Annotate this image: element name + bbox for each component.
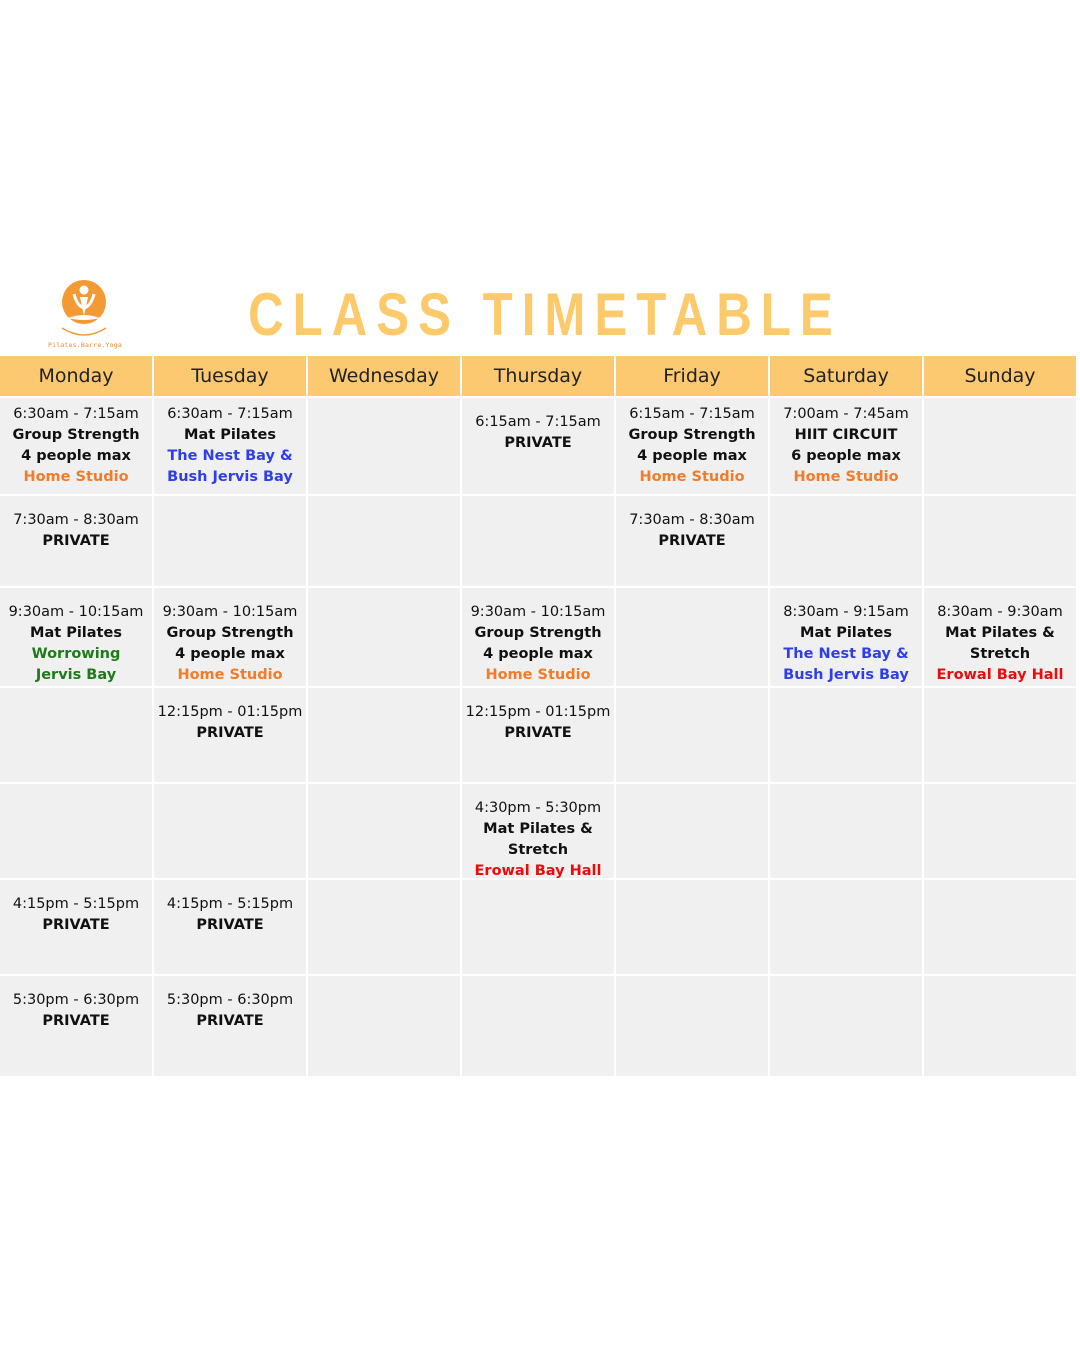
class-slot bbox=[0, 976, 152, 1076]
empty-slot bbox=[462, 880, 614, 974]
class-name: Group Strength bbox=[474, 625, 602, 641]
empty-slot bbox=[462, 976, 614, 1076]
class-location: Erowal Bay Hall bbox=[936, 667, 1064, 683]
class-slot bbox=[154, 880, 306, 974]
class-name: Mat Pilates bbox=[800, 625, 892, 641]
class-location: Home Studio bbox=[177, 667, 283, 683]
day-header-sunday: Sunday bbox=[924, 356, 1076, 396]
class-name: PRIVATE bbox=[196, 917, 264, 933]
class-location: Erowal Bay Hall bbox=[474, 863, 602, 879]
class-capacity: 4 people max bbox=[483, 646, 593, 662]
empty-slot bbox=[770, 976, 922, 1076]
class-capacity: 4 people max bbox=[21, 448, 131, 464]
class-slot bbox=[616, 496, 768, 586]
empty-slot bbox=[154, 496, 306, 586]
day-header-monday: Monday bbox=[0, 356, 152, 396]
day-header-friday: Friday bbox=[616, 356, 768, 396]
day-header-tuesday: Tuesday bbox=[154, 356, 306, 396]
class-name: PRIVATE bbox=[658, 533, 726, 549]
class-time: 12:15pm - 01:15pm bbox=[157, 704, 303, 720]
class-slot bbox=[154, 688, 306, 782]
class-location: Home Studio bbox=[793, 469, 899, 485]
class-location: Bush Jervis Bay bbox=[167, 469, 293, 485]
class-location: Home Studio bbox=[485, 667, 591, 683]
empty-slot bbox=[616, 976, 768, 1076]
logo-tagline: Pilates.Barre.Yoga bbox=[47, 341, 123, 349]
class-slot bbox=[462, 398, 614, 494]
empty-slot bbox=[308, 976, 460, 1076]
empty-slot bbox=[462, 496, 614, 586]
class-name: Mat Pilates & bbox=[483, 821, 593, 837]
empty-slot bbox=[0, 784, 152, 878]
empty-slot bbox=[308, 398, 460, 494]
class-name: Group Strength bbox=[628, 427, 756, 443]
empty-slot bbox=[924, 496, 1076, 586]
class-name: Mat Pilates bbox=[184, 427, 276, 443]
class-time: 8:30am - 9:15am bbox=[783, 604, 909, 620]
class-time: 6:15am - 7:15am bbox=[629, 406, 755, 422]
empty-slot bbox=[308, 496, 460, 586]
class-slot bbox=[924, 588, 1076, 686]
empty-slot bbox=[924, 688, 1076, 782]
page-title: CLASS TIMETABLE bbox=[248, 281, 842, 348]
empty-slot bbox=[0, 688, 152, 782]
empty-slot bbox=[616, 880, 768, 974]
class-slot bbox=[616, 398, 768, 494]
class-time: 7:30am - 8:30am bbox=[629, 512, 755, 528]
class-time: 7:30am - 8:30am bbox=[13, 512, 139, 528]
empty-slot bbox=[308, 880, 460, 974]
class-time: 4:15pm - 5:15pm bbox=[166, 896, 294, 912]
class-name: Mat Pilates & bbox=[945, 625, 1055, 641]
empty-slot bbox=[616, 688, 768, 782]
class-capacity: 4 people max bbox=[175, 646, 285, 662]
class-name: PRIVATE bbox=[42, 533, 110, 549]
class-slot bbox=[154, 588, 306, 686]
class-slot bbox=[154, 976, 306, 1076]
class-name: PRIVATE bbox=[42, 1013, 110, 1029]
class-slot bbox=[770, 398, 922, 494]
day-header-wednesday: Wednesday bbox=[308, 356, 460, 396]
class-slot bbox=[154, 398, 306, 494]
class-location: Jervis Bay bbox=[35, 667, 117, 683]
empty-slot bbox=[924, 880, 1076, 974]
day-header-saturday: Saturday bbox=[770, 356, 922, 396]
timetable bbox=[0, 356, 1080, 1076]
class-name: Group Strength bbox=[12, 427, 140, 443]
class-slot bbox=[462, 588, 614, 686]
class-time: 8:30am - 9:30am bbox=[937, 604, 1063, 620]
class-slot bbox=[0, 588, 152, 686]
empty-slot bbox=[154, 784, 306, 878]
class-name: PRIVATE bbox=[42, 917, 110, 933]
class-location: Bush Jervis Bay bbox=[783, 667, 909, 683]
class-capacity: 4 people max bbox=[637, 448, 747, 464]
class-name: PRIVATE bbox=[196, 1013, 264, 1029]
class-location: Worrowing bbox=[31, 646, 121, 662]
class-time: 6:30am - 7:15am bbox=[13, 406, 139, 422]
class-time: 9:30am - 10:15am bbox=[162, 604, 298, 620]
class-name: Mat Pilates bbox=[30, 625, 122, 641]
day-header-thursday: Thursday bbox=[462, 356, 614, 396]
class-time: 7:00am - 7:45am bbox=[783, 406, 909, 422]
empty-slot bbox=[616, 588, 768, 686]
class-time: 5:30pm - 6:30pm bbox=[166, 992, 294, 1008]
empty-slot bbox=[308, 784, 460, 878]
class-slot bbox=[0, 880, 152, 974]
empty-slot bbox=[616, 784, 768, 878]
class-capacity: 6 people max bbox=[791, 448, 901, 464]
class-slot bbox=[462, 784, 614, 878]
class-time: 6:30am - 7:15am bbox=[167, 406, 293, 422]
empty-slot bbox=[924, 398, 1076, 494]
empty-slot bbox=[770, 688, 922, 782]
empty-slot bbox=[308, 688, 460, 782]
empty-slot bbox=[770, 496, 922, 586]
empty-slot bbox=[924, 784, 1076, 878]
class-name: Group Strength bbox=[166, 625, 294, 641]
class-slot bbox=[770, 588, 922, 686]
class-name: PRIVATE bbox=[504, 435, 572, 451]
empty-slot bbox=[770, 784, 922, 878]
class-time: 5:30pm - 6:30pm bbox=[12, 992, 140, 1008]
class-location: The Nest Bay & bbox=[783, 646, 909, 662]
class-name: HIIT CIRCUIT bbox=[794, 427, 898, 443]
class-location: Home Studio bbox=[23, 469, 129, 485]
class-slot bbox=[462, 688, 614, 782]
class-time: 4:15pm - 5:15pm bbox=[12, 896, 140, 912]
class-time: 12:15pm - 01:15pm bbox=[465, 704, 611, 720]
class-name: Stretch bbox=[969, 646, 1031, 662]
empty-slot bbox=[770, 880, 922, 974]
empty-slot bbox=[924, 976, 1076, 1076]
class-name: PRIVATE bbox=[504, 725, 572, 741]
empty-slot bbox=[308, 588, 460, 686]
class-time: 6:15am - 7:15am bbox=[475, 414, 601, 430]
class-slot bbox=[0, 398, 152, 494]
class-location: Home Studio bbox=[639, 469, 745, 485]
class-name: PRIVATE bbox=[196, 725, 264, 741]
class-time: 4:30pm - 5:30pm bbox=[474, 800, 602, 816]
class-time: 9:30am - 10:15am bbox=[470, 604, 606, 620]
class-time: 9:30am - 10:15am bbox=[8, 604, 144, 620]
class-location: The Nest Bay & bbox=[167, 448, 293, 464]
class-slot bbox=[0, 496, 152, 586]
class-name: Stretch bbox=[507, 842, 569, 858]
